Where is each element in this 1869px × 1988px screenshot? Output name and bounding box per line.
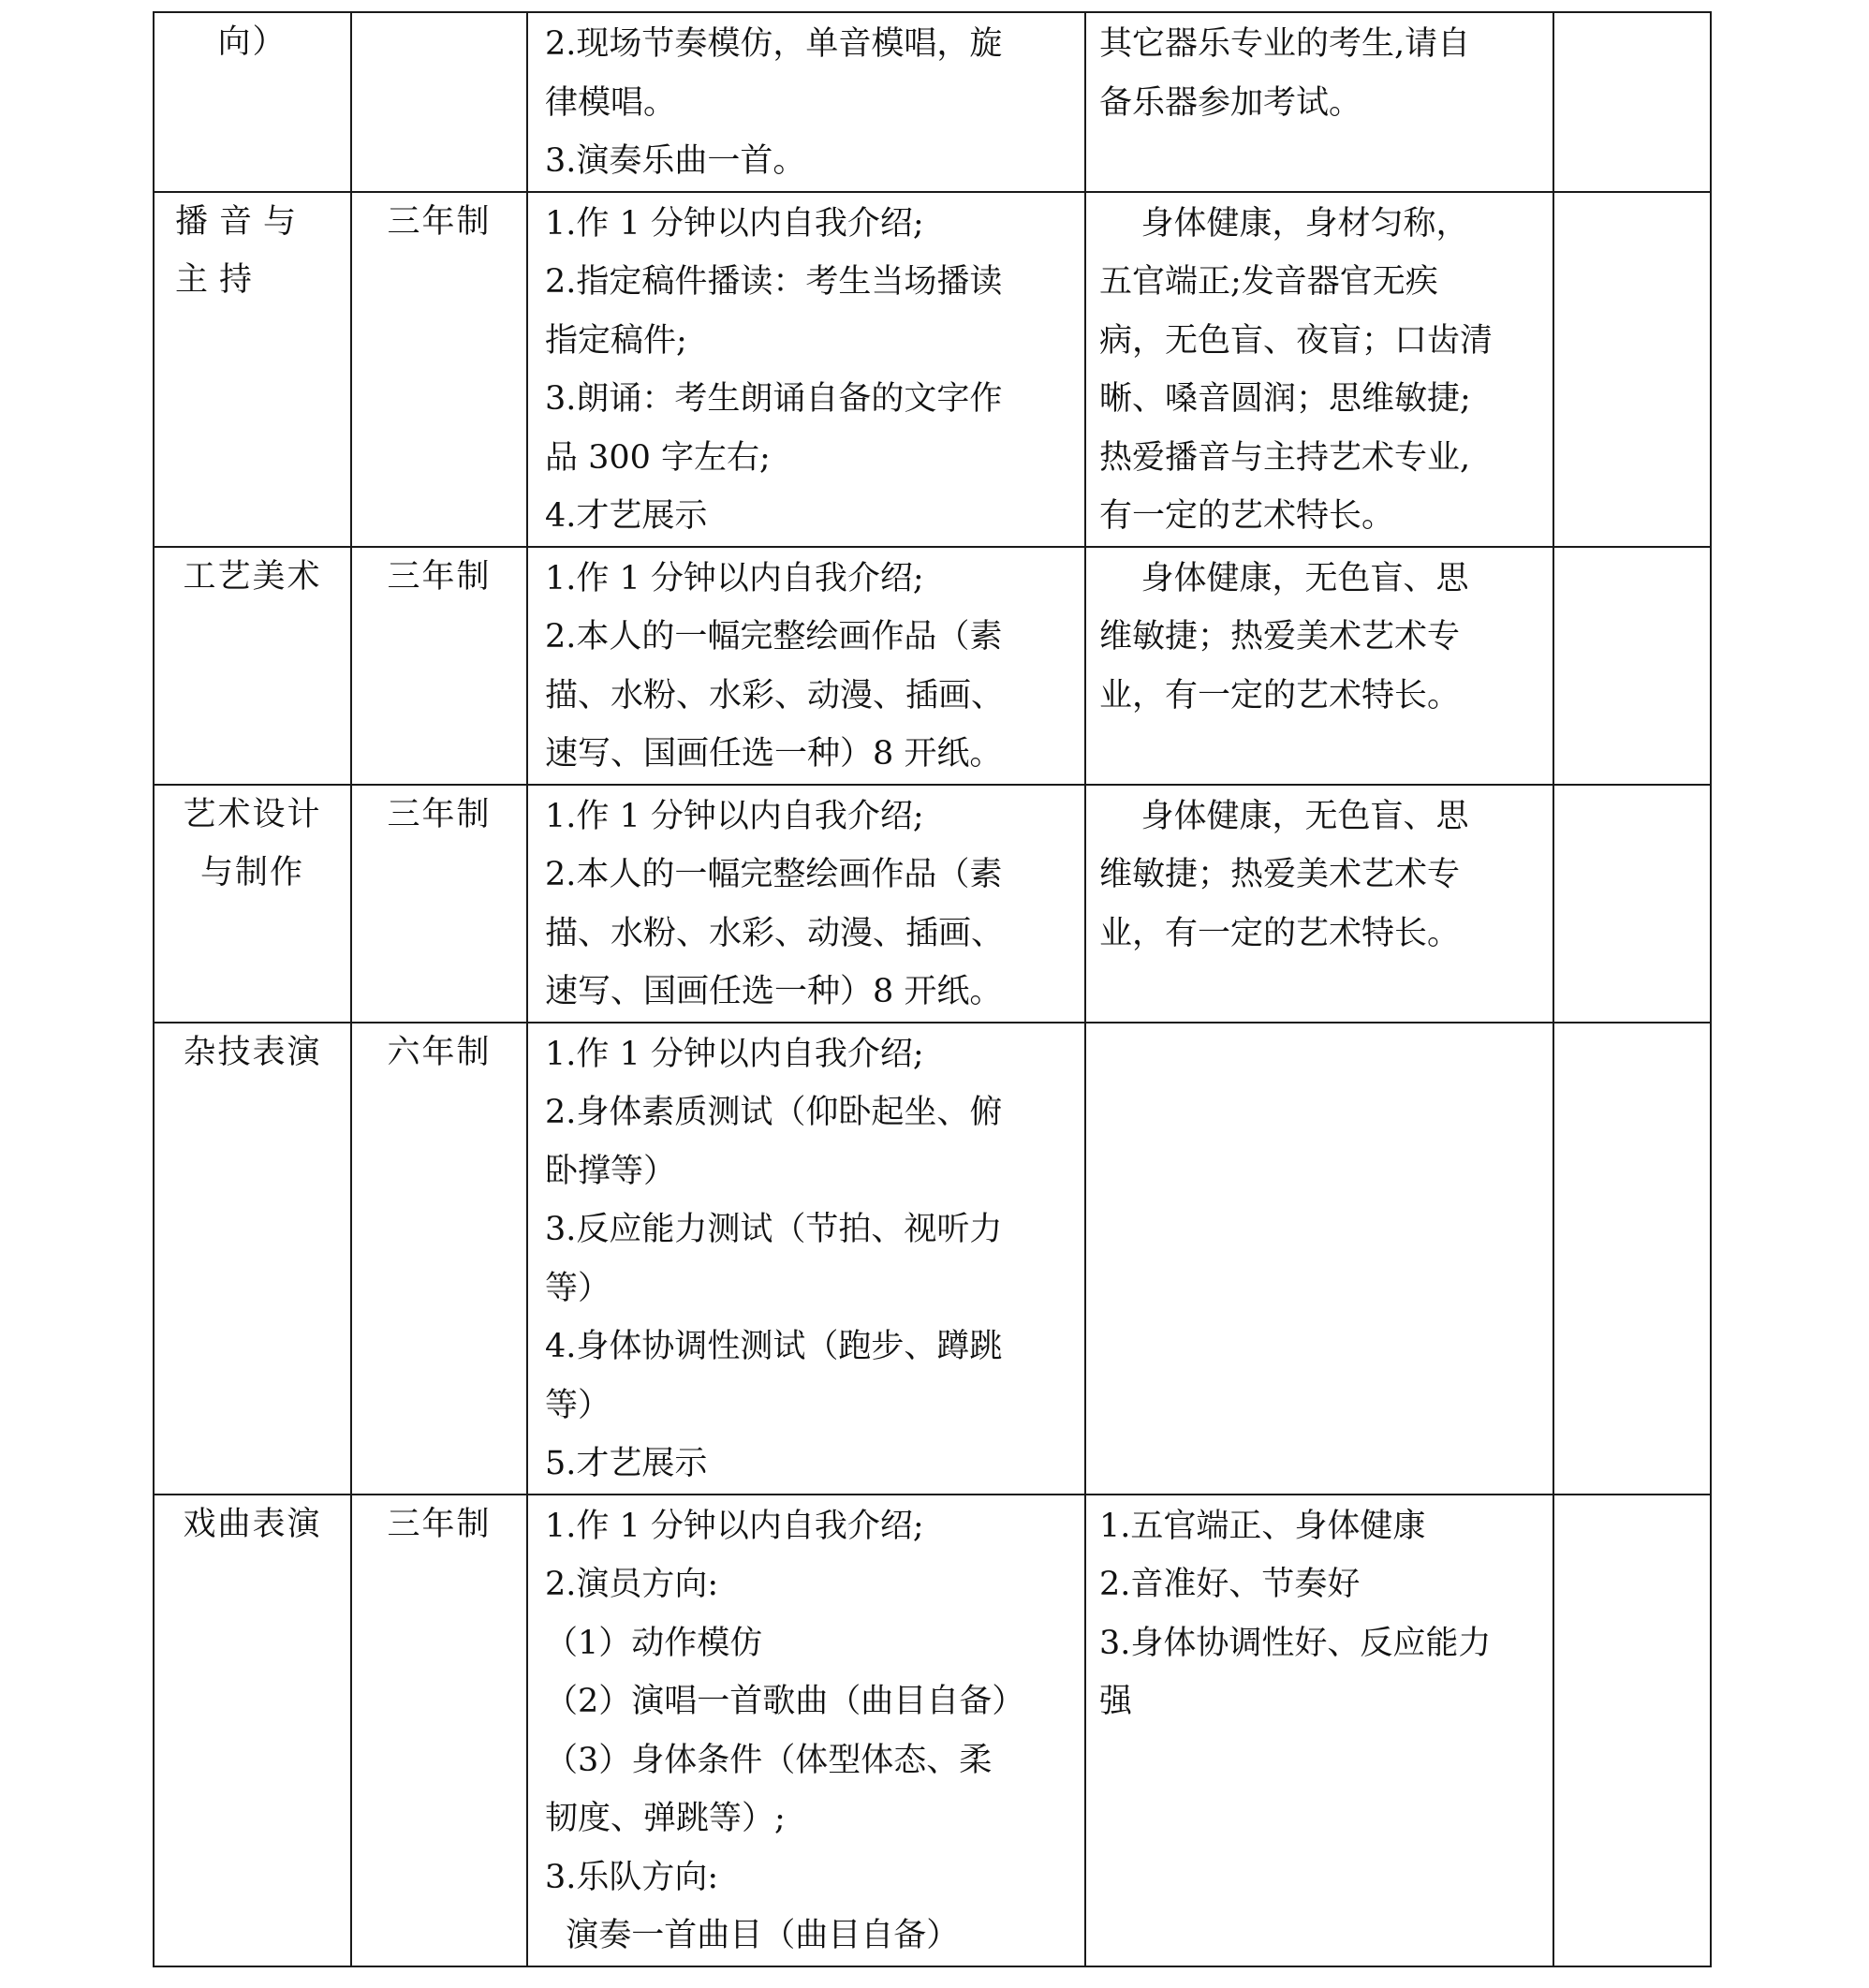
exam-content-line: 律模唱。 xyxy=(545,83,677,122)
exam-content-line: 1.作 1 分钟以内自我介绍; xyxy=(545,797,924,835)
table-row xyxy=(154,192,1711,547)
exam-content-cell xyxy=(527,785,1085,1023)
table-row xyxy=(154,1495,1711,1966)
requirements-line: 1.五官端正、身体健康 xyxy=(1099,1507,1426,1545)
requirements-line: 病，无色盲、夜盲；口齿清 xyxy=(1099,321,1494,360)
exam-content-line: 描、水粉、水彩、动漫、插画、 xyxy=(545,676,1005,714)
requirements-line: 维敏捷；热爱美术艺术专 xyxy=(1099,618,1461,655)
exam-content-line: 品 300 字左右; xyxy=(545,438,771,477)
exam-content-line: 指定稿件; xyxy=(545,321,687,360)
duration-label: 三年制 xyxy=(387,1505,492,1543)
requirements-line: 维敏捷；热爱美术艺术专 xyxy=(1099,856,1461,893)
exam-content-line: 等） xyxy=(545,1386,611,1424)
exam-content-line: 5.才艺展示 xyxy=(545,1445,708,1482)
exam-content-cell xyxy=(527,1023,1085,1495)
duration-cell xyxy=(351,1023,527,1495)
exam-content-line: 速写、国画任选一种）8 开纸。 xyxy=(545,735,1003,773)
requirements-line: 热爱播音与主持艺术专业, xyxy=(1099,438,1471,477)
duration-cell xyxy=(351,785,527,1023)
exam-content-line: 演奏一首曲目（曲目自备） xyxy=(545,1917,960,1954)
major-cell xyxy=(154,1495,351,1966)
requirements-cell xyxy=(1085,1495,1553,1966)
duration-label: 三年制 xyxy=(387,795,492,833)
requirements-cell xyxy=(1085,547,1553,785)
requirements-line: 业，有一定的艺术特长。 xyxy=(1099,676,1461,714)
exam-content-line: （3）身体条件（体型体态、柔 xyxy=(545,1741,993,1779)
major-cell xyxy=(154,12,351,192)
requirements-line: 身体健康，无色盲、思 xyxy=(1099,797,1469,835)
notes-cell xyxy=(1553,1495,1711,1966)
major-cell xyxy=(154,547,351,785)
requirements-line: 强 xyxy=(1099,1683,1133,1720)
exam-content-line: 速写、国画任选一种）8 开纸。 xyxy=(545,973,1003,1010)
exam-content-line: 2.本人的一幅完整绘画作品（素 xyxy=(545,618,1003,655)
duration-label: 三年制 xyxy=(387,557,492,596)
notes-cell xyxy=(1553,192,1711,547)
requirements-line: 晰、嗓音圆润；思维敏捷; xyxy=(1099,380,1471,418)
admissions-table xyxy=(153,11,1712,1967)
notes-cell xyxy=(1553,547,1711,785)
major-cell xyxy=(154,1023,351,1495)
requirements-line: 有一定的艺术特长。 xyxy=(1099,497,1395,535)
duration-cell xyxy=(351,1495,527,1966)
exam-content-line: （1）动作模仿 xyxy=(545,1624,763,1662)
exam-content-line: 2.身体素质测试（仰卧起坐、俯 xyxy=(545,1094,1003,1131)
major-label: 戏曲表演 xyxy=(183,1505,322,1543)
duration-cell xyxy=(351,192,527,547)
requirements-line: 2.音准好、节奏好 xyxy=(1099,1566,1361,1603)
requirements-line: 备乐器参加考试。 xyxy=(1099,83,1362,122)
notes-cell xyxy=(1553,12,1711,192)
exam-content-line: 1.作 1 分钟以内自我介绍; xyxy=(545,1035,924,1073)
exam-content-line: 1.作 1 分钟以内自我介绍; xyxy=(545,559,924,597)
major-label: 播音与主持 xyxy=(175,202,308,299)
exam-content-line: 2.演员方向: xyxy=(545,1566,719,1603)
exam-content-line: 3.反应能力测试（节拍、视听力 xyxy=(545,1211,1003,1248)
exam-content-line: 4.身体协调性测试（跑步、蹲跳 xyxy=(545,1328,1003,1365)
table-row xyxy=(154,12,1711,192)
exam-content-line: 2.现场节奏模仿，单音模唱，旋 xyxy=(545,25,1003,63)
requirements-line: 业，有一定的艺术特长。 xyxy=(1099,914,1461,952)
exam-content-line: 3.朗诵：考生朗诵自备的文字作 xyxy=(545,380,1003,418)
requirements-cell xyxy=(1085,12,1553,192)
exam-content-line: 等） xyxy=(545,1269,611,1307)
requirements-line: 身体健康，无色盲、思 xyxy=(1099,559,1469,597)
requirements-line: 其它器乐专业的考生,请自 xyxy=(1099,25,1471,63)
duration-cell xyxy=(351,12,527,192)
exam-content-line: 2.指定稿件播读：考生当场播读 xyxy=(545,263,1003,301)
exam-content-line: 卧撑等） xyxy=(545,1152,677,1190)
exam-content-line: 1.作 1 分钟以内自我介绍; xyxy=(545,1507,924,1545)
requirements-cell xyxy=(1085,192,1553,547)
exam-content-line: 描、水粉、水彩、动漫、插画、 xyxy=(545,914,1005,952)
duration-cell xyxy=(351,547,527,785)
major-cell xyxy=(154,192,351,547)
exam-content-cell xyxy=(527,12,1085,192)
exam-content-cell xyxy=(527,192,1085,547)
table-row xyxy=(154,1023,1711,1495)
major-label: 杂技表演 xyxy=(183,1033,322,1071)
exam-content-line: 3.乐队方向: xyxy=(545,1858,719,1896)
requirements-line: 身体健康，身材匀称， xyxy=(1099,204,1469,243)
table-row xyxy=(154,785,1711,1023)
duration-label: 六年制 xyxy=(387,1033,492,1071)
table-row xyxy=(154,547,1711,785)
exam-content-line: （2）演唱一首歌曲（曲目自备） xyxy=(545,1683,1025,1720)
exam-content-line: 韧度、弹跳等）; xyxy=(545,1800,786,1837)
major-label: 工艺美术 xyxy=(183,557,322,596)
duration-label: 三年制 xyxy=(387,202,492,241)
major-label: 向） xyxy=(217,23,287,61)
requirements-line: 3.身体协调性好、反应能力 xyxy=(1099,1624,1492,1662)
exam-content-line: 1.作 1 分钟以内自我介绍; xyxy=(545,204,924,243)
notes-cell xyxy=(1553,785,1711,1023)
requirements-line: 五官端正;发音器官无疾 xyxy=(1099,263,1438,301)
exam-content-line: 3.演奏乐曲一首。 xyxy=(545,142,806,180)
major-cell xyxy=(154,785,351,1023)
requirements-cell xyxy=(1085,1023,1553,1495)
exam-content-cell xyxy=(527,547,1085,785)
notes-cell xyxy=(1553,1023,1711,1495)
exam-content-cell xyxy=(527,1495,1085,1966)
major-label: 艺术设计与制作 xyxy=(183,795,322,891)
requirements-cell xyxy=(1085,785,1553,1023)
exam-content-line: 2.本人的一幅完整绘画作品（素 xyxy=(545,856,1003,893)
exam-content-line: 4.才艺展示 xyxy=(545,497,708,535)
